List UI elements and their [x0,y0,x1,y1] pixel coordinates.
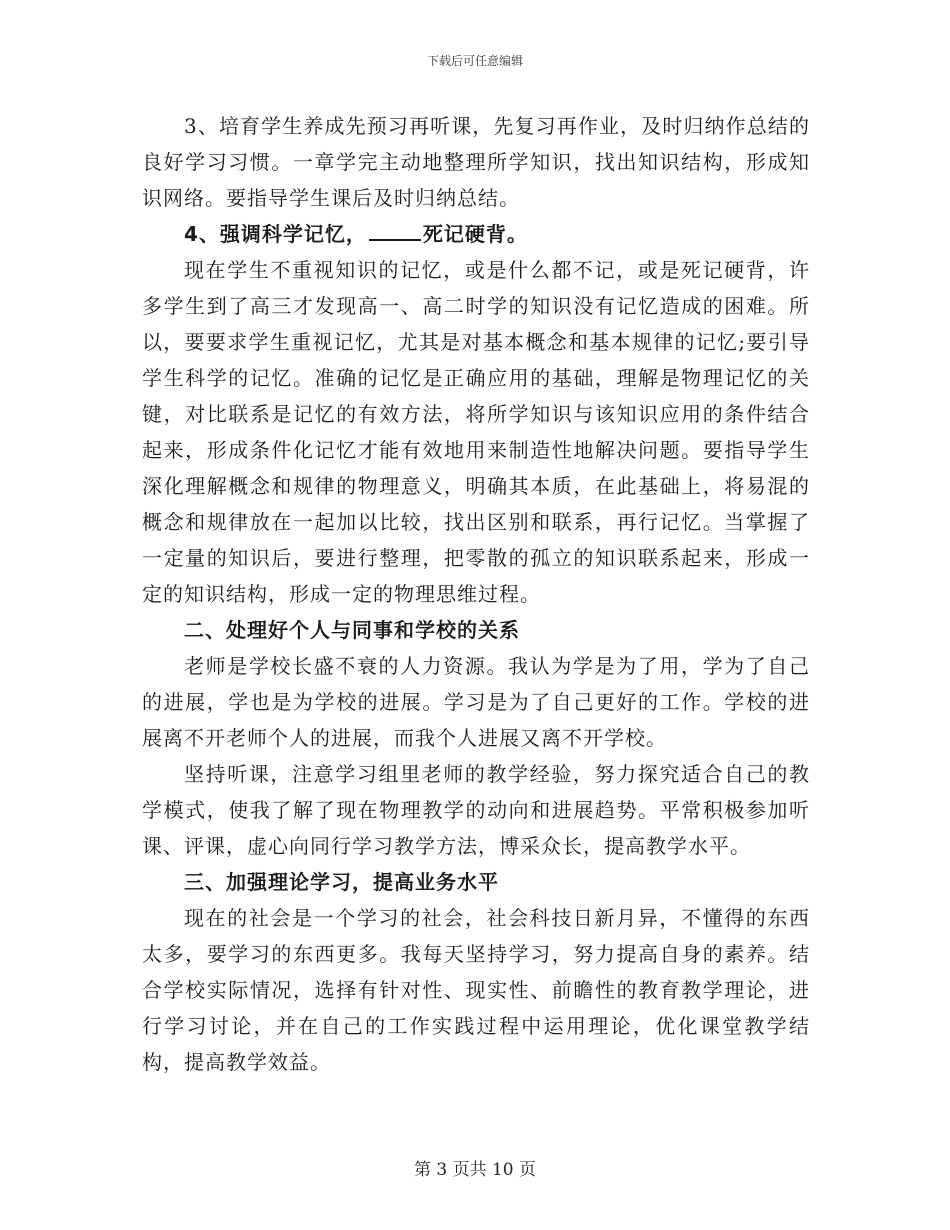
page-footer: 第 3 页共 10 页 [413,1160,537,1180]
heading-scientific-memory [142,216,810,252]
paragraph-human-resources: 老师是学校长盛不衰的人力资源。我认为学是为了用，学为了自己的进展，学也是为学校的进展。学习是为了自己更好的工作。学校的进展离不开老师个人的进展，而我个人进展又离不开学校。 [142,654,810,750]
heading-section-two: 二、处理好个人与同事和学校的关系 [184,618,520,642]
paragraph-attend-classes: 坚持听课，注意学习组里老师的教学经验，努力探究适合自己的教学模式，使我了解了现在物理教学的动向和进展趋势。平常积极参加听课、评课，虚心向同行学习教学方法，博采众长，提高教学水平。 [142,762,810,858]
fill-in-blank [369,219,421,241]
paragraph-memory: 现在学生不重视知识的记忆，或是什么都不记，或是死记硬背，许多学生到了高三才发现高一、高二时学的知识没有记忆造成的困难。所以，要要求学生重视记忆，尤其是对基本概念和基本规律的记忆;要引导学生科学的记忆。准确的记忆是正确应用的基础，理解是物理记忆的关键，对比联系是记忆的有效方法，将所学知识与该知识应用的条件结合起来，形成条件化记忆才能有效地用来制造性地解决问题。要指导学生深化理解概念和规律的物理意义，明确其本质，在此基础上，将易混的概念和规律放在一起加以比较，找出区别和联系，再行记忆。当掌握了一定量的知识后，要进行整理，把零散的孤立的知识联系起来，形成一定的知识结构，形成一定的物理思维过程。 [142,258,810,606]
paragraph-habits: 3、培育学生养成先预习再听课，先复习再作业，及时归纳作总结的良好学习习惯。一章学完主动地整理所学知识，找出知识结构，形成知识网络。要指导学生课后及时归纳总结。 [142,114,810,210]
heading-section-three: 三、加强理论学习，提高业务水平 [184,870,499,894]
paragraph-theory-study: 现在的社会是一个学习的社会，社会科技日新月异，不懂得的东西太多，要学习的东西更多。我每天坚持学习，努力提高自身的素养。结合学校实际情况，选择有针对性、现实性、前瞻性的教育教学理论，进行学习讨论，并在自己的工作实践过程中运用理论，优化课堂教学结构，提高教学效益。 [142,906,810,1074]
page-header: 下载后可任意编辑 [426,54,523,68]
document-body [142,108,810,1080]
heading-text-before-blank: 4、强调科学记忆， [184,222,367,246]
heading-text-after-blank: 死记硬背。 [422,222,528,246]
